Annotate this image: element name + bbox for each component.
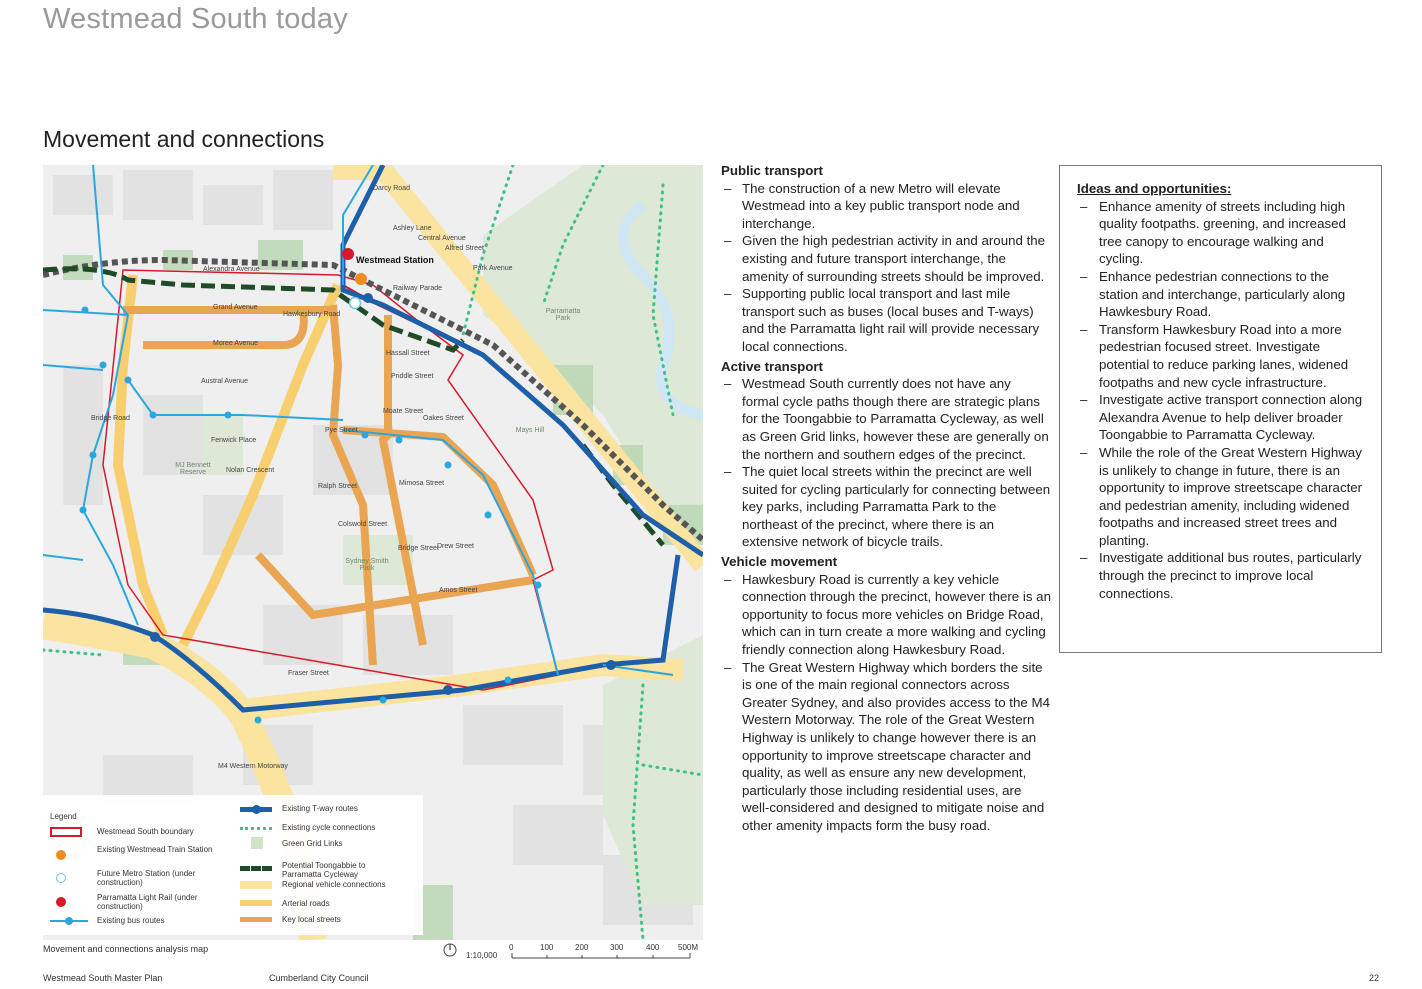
legend-local: Key local streets — [282, 915, 341, 924]
map-label-ralph-street: Ralph Street — [318, 483, 357, 490]
map-label-colswold-street: Colswold Street — [338, 521, 388, 528]
list-item: – Hawkesbury Road is currently a key vehicle connection through the precinct, however there is an opportunity to focus more vehicles on Bridge Road, which can in turn create a more walking and cycling friendly connection along Hawkesbury Road. — [721, 571, 1051, 659]
map-label-darcy-road: Darcy Road — [373, 185, 410, 192]
legend-toongabbie: Potential Toongabbie to Parramatta Cycleway — [282, 861, 366, 879]
ideas-heading: Ideas and opportunities: — [1077, 181, 1232, 196]
scale-tick-400: 400 — [646, 943, 660, 952]
legend-bus: Existing bus routes — [97, 916, 165, 925]
footer-council: Cumberland City Council — [269, 973, 369, 983]
list-item: – Given the high pedestrian activity in and around the existing and future transport interchange, the amenity of surrounding streets should be improved. — [721, 232, 1051, 285]
active-transport-list — [721, 375, 1051, 551]
map-label-oakes-street: Oakes Street — [423, 415, 464, 422]
map-label-fraser-street: Fraser Street — [288, 670, 329, 677]
list-item: – Supporting public local transport and last mile transport such as buses (local buses and T-ways) and the Parramatta light rail will provide necessary local connections. — [721, 285, 1051, 355]
map-label-drew-street: Drew Street — [437, 543, 474, 550]
map-label-austral-avenue: Austral Avenue — [201, 378, 248, 385]
legend-arterial: Arterial roads — [282, 899, 330, 908]
map-label-amos-street: Amos Street — [439, 587, 478, 594]
map-label-alfred-street: Alfred Street — [445, 245, 484, 252]
list-item: – Transform Hawkesbury Road into a more pedestrian focused street. Investigate potential to reduce parking lanes, widened footpaths and new cycle infrastructure. — [1077, 321, 1371, 391]
map-label-moate-street: Moate Street — [383, 408, 424, 415]
scale-tick-0: 0 — [509, 943, 514, 952]
page-number: 22 — [1369, 973, 1380, 983]
map-label-central-avenue: Central Avenue — [418, 235, 466, 242]
legend-light-rail: Parramatta Light Rail (under construction) — [97, 893, 198, 911]
map-label-mimosa-street: Mimosa Street — [399, 480, 445, 487]
list-item: – Investigate additional bus routes, particularly through the precinct to improve local connections. — [1077, 549, 1371, 602]
map-caption: Movement and connections analysis map — [43, 944, 209, 954]
section-title: Movement and connections — [43, 126, 325, 152]
cycle-legend-line — [240, 827, 272, 830]
scale-tick-200: 200 — [575, 943, 589, 952]
public-transport-list — [721, 180, 1051, 356]
map-legend — [43, 795, 423, 935]
metro-station-icon — [350, 298, 361, 309]
map-label-m4-motorway: M4 Western Motorway — [218, 763, 288, 770]
legend-metro: Future Metro Station (under construction) — [97, 869, 196, 887]
map-label-ashley-lane: Ashley Lane — [393, 225, 432, 232]
map-label-priddle-street: Priddle Street — [391, 373, 434, 380]
legend-tway: Existing T-way routes — [282, 804, 358, 813]
map-label-nolan-crescent: Nolan Crescent — [226, 467, 275, 474]
local-legend-swatch — [240, 917, 272, 922]
train-station-icon — [355, 273, 367, 285]
map-label-parramatta-park: Parramatta Park — [545, 308, 581, 322]
map-label-hawkesbury-road: Hawkesbury Road — [283, 311, 341, 318]
green-grid-legend-swatch — [251, 837, 263, 849]
legend-cycle: Existing cycle connections — [282, 823, 376, 832]
vehicle-movement-heading: Vehicle movement — [721, 554, 838, 570]
list-item: – Investigate active transport connection along Alexandra Avenue to help deliver broader Toongabbie to Parramatta Cycleway. — [1077, 391, 1371, 444]
map-label-sydney-smith-park: Sydney Smith Park — [345, 558, 389, 572]
list-item: – The Great Western Highway which borders the site is one of the main regional connectors across Greater Sydney, and also provides access to the M4 Western Motorway. The role of the Great Western Highway is unlikely to change however there is an opportunity to improve streetscape character and quality, as well as ensure any new development, particularly those including residential uses, are well-considered and designed to mitigate noise and other amenity impacts form the busy road. — [721, 659, 1051, 835]
arterial-legend-swatch — [240, 900, 272, 906]
legend-train: Existing Westmead Train Station — [97, 845, 213, 854]
bus-stop-legend-icon — [65, 917, 73, 925]
list-item: – The quiet local streets within the precinct are well suited for cycling particularly for connecting between key parks, including Parramatta Park to the northeast of the precinct, where there is an extensive network of bicycle trails. — [721, 463, 1051, 551]
footer-doc-name: Westmead South Master Plan — [43, 973, 163, 983]
scale-tick-500: 500M — [678, 943, 699, 952]
tway-stop-legend-icon — [252, 805, 261, 814]
analysis-text-column — [721, 162, 1051, 835]
legend-regional: Regional vehicle connections — [282, 880, 386, 889]
active-transport-heading: Active transport — [721, 358, 823, 374]
ideas-list — [1077, 198, 1371, 603]
light-rail-legend-icon — [56, 897, 66, 907]
map-label-mays-hill: Mays Hill — [515, 427, 545, 434]
regional-legend-swatch — [240, 881, 272, 889]
scale-tick-300: 300 — [610, 943, 624, 952]
map-label-hassall-street: Hassall Street — [386, 350, 430, 357]
map-label-grand-avenue: Grand Avenue — [213, 304, 258, 311]
map-label-westmead-station: Westmead Station — [356, 255, 434, 265]
vehicle-movement-list — [721, 571, 1051, 835]
list-item: – Westmead South currently does not have any formal cycle paths though there are strategic plans for the Toongabbie to Parramatta Cycleway, as well as Green Grid links, however these are generally on the northern and southern edges of the precinct. — [721, 375, 1051, 463]
scale-bar — [440, 941, 705, 965]
map-label-mj-bennett-reserve: MJ Bennett Reserve — [175, 462, 211, 476]
scale-tick-100: 100 — [540, 943, 554, 952]
map-label-moree-avenue: Moree Avenue — [213, 340, 259, 347]
list-item: – While the role of the Great Western Highway is unlikely to change in future, there is an opportunity to improve streetscape character and pedestrian amenity, including widened footpaths and increased street trees and planting. — [1077, 444, 1371, 550]
map-label-pye-street: Pye Street — [325, 427, 358, 434]
map-label-park-avenue: Park Avenue — [473, 265, 513, 272]
light-rail-station-icon — [342, 248, 354, 260]
metro-station-legend-icon — [56, 873, 66, 883]
public-transport-heading: Public transport — [721, 163, 823, 178]
legend-title: Legend — [50, 812, 77, 821]
ideas-box — [1059, 165, 1382, 653]
movement-map — [43, 165, 703, 940]
list-item: – The construction of a new Metro will elevate Westmead into a key public transport node and interchange. — [721, 180, 1051, 233]
map-label-railway-parade: Railway Parade — [393, 285, 443, 292]
legend-boundary: Westmead South boundary — [97, 827, 194, 836]
map-label-alexandra-avenue: Alexandra Avenue — [203, 266, 260, 273]
toongabbie-legend-line — [240, 866, 272, 871]
map-label-bridge-street: Bridge Street — [398, 545, 439, 552]
map-label-bridge-road: Bridge Road — [91, 415, 130, 422]
list-item: – Enhance amenity of streets including high quality footpaths. greening, and increased tree canopy to encourage walking and cycling. — [1077, 198, 1371, 268]
boundary-legend-swatch — [50, 827, 82, 837]
legend-green-grid: Green Grid Links — [282, 839, 343, 848]
scale-ratio: 1:10,000 — [466, 951, 498, 960]
map-label-fenwick-place: Fenwick Place — [211, 437, 257, 444]
page-title: Westmead South today — [43, 3, 348, 35]
train-station-legend-icon — [56, 850, 66, 860]
list-item: – Enhance pedestrian connections to the station and interchange, particularly along Hawkesbury Road. — [1077, 268, 1371, 321]
